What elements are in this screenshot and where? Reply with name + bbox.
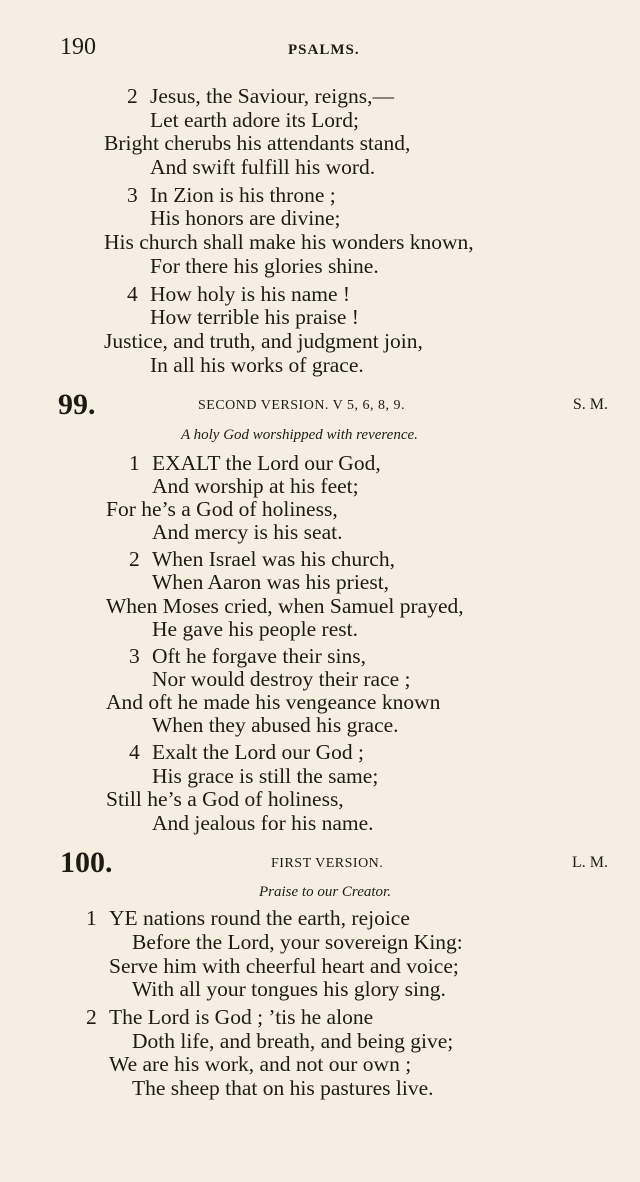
stanza-number: 4	[129, 740, 140, 764]
verse-line: Justice, and truth, and judgment join,	[104, 329, 423, 353]
meter-label: S. M.	[572, 396, 608, 413]
verse-line: We are his work, and not our own ;	[109, 1052, 412, 1076]
version-label: FIRST VERSION.	[271, 856, 384, 871]
verse-line: Doth life, and breath, and being give;	[132, 1029, 454, 1053]
verse-line: The Lord is God ; ’tis he alone	[109, 1005, 374, 1029]
stanza-number: 2	[129, 547, 140, 571]
verse-line: The sheep that on his pastures live.	[132, 1076, 434, 1100]
verse-line: And oft he made his vengeance known	[106, 690, 441, 714]
verse-line: And swift fulfill his word.	[150, 155, 376, 179]
verse-line: YE nations round the earth, rejoice	[109, 906, 410, 930]
verse-line: In all his works of grace.	[150, 353, 364, 377]
verse-line: When they abused his grace.	[152, 713, 399, 737]
verse-line: Nor would destroy their race ;	[152, 667, 411, 691]
stanza-number: 2	[127, 84, 138, 108]
verse-line: And mercy is his seat.	[152, 520, 343, 544]
stanza-number: 4	[127, 282, 138, 306]
verse-line: His grace is still the same;	[152, 764, 379, 788]
stanza-number: 3	[129, 644, 140, 668]
verse-line: Serve him with cheerful heart and voice;	[109, 954, 459, 978]
page-number: 190	[60, 34, 96, 60]
stanza-number: 1	[86, 906, 97, 930]
verse-line: Jesus, the Saviour, reigns,—	[150, 84, 394, 108]
verse-line: In Zion is his throne ;	[150, 183, 336, 207]
verse-line: Let earth adore its Lord;	[150, 108, 359, 132]
stanza-number: 1	[129, 451, 140, 475]
verse-line: Oft he forgave their sins,	[152, 644, 366, 668]
verse-line: How terrible his praise !	[150, 305, 359, 329]
verse-line: EXALT the Lord our God,	[152, 451, 381, 475]
psalm-number: 99.	[58, 388, 96, 421]
verse-line: Before the Lord, your sovereign King:	[132, 930, 463, 954]
verse-line: When Aaron was his priest,	[152, 570, 390, 594]
verse-line: Exalt the Lord our God ;	[152, 740, 364, 764]
running-head: PSALMS.	[288, 42, 360, 58]
verse-line: Bright cherubs his attendants stand,	[104, 131, 411, 155]
verse-line: When Israel was his church,	[152, 547, 395, 571]
verse-line: He gave his people rest.	[152, 617, 358, 641]
psalm-subtitle: A holy God worshipped with reverence.	[181, 427, 418, 443]
verse-line: His honors are divine;	[150, 206, 341, 230]
verse-line: And worship at his feet;	[152, 474, 359, 498]
psalm-subtitle: Praise to our Creator.	[259, 884, 391, 900]
psalm-number: 100.	[60, 846, 113, 879]
page-header	[60, 34, 608, 64]
version-label: SECOND VERSION. V 5, 6, 8, 9.	[198, 398, 406, 413]
verse-line: For there his glories shine.	[150, 254, 379, 278]
meter-label: L. M.	[572, 854, 608, 871]
verse-line: Still he’s a God of holiness,	[106, 787, 344, 811]
stanza-number: 2	[86, 1005, 97, 1029]
stanza-number: 3	[127, 183, 138, 207]
verse-line: For he’s a God of holiness,	[106, 497, 338, 521]
verse-line: With all your tongues his glory sing.	[132, 977, 446, 1001]
verse-line: His church shall make his wonders known,	[104, 230, 474, 254]
verse-line: And jealous for his name.	[152, 811, 374, 835]
verse-line: When Moses cried, when Samuel prayed,	[106, 594, 464, 618]
verse-line: How holy is his name !	[150, 282, 351, 306]
